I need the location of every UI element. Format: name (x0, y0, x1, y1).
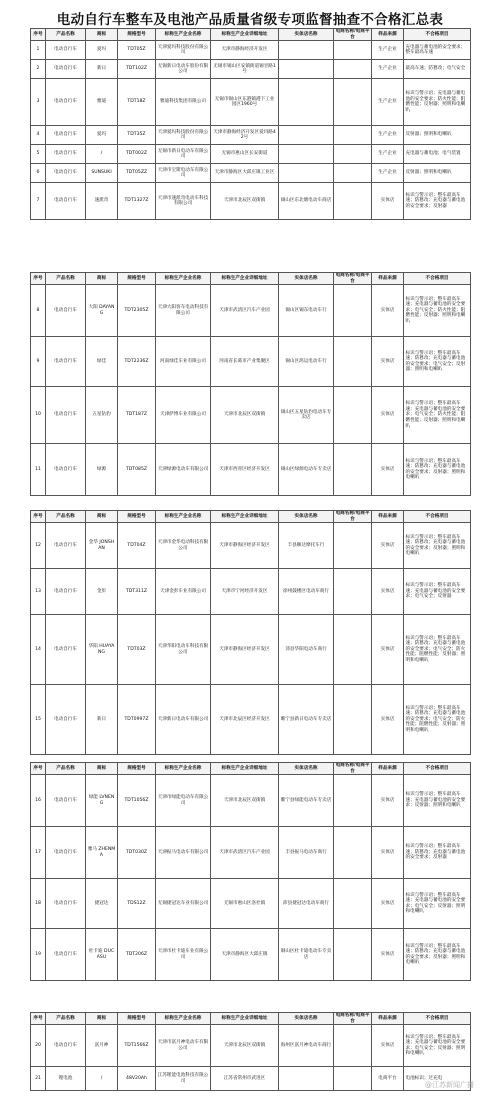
table-cell: 实体店 (372, 569, 404, 615)
table-cell: 雅迪 (86, 79, 118, 126)
column-header: 样品来源 (372, 29, 404, 41)
table-cell: 实体店 (372, 444, 404, 496)
table-cell: 电动自行车 (46, 285, 86, 337)
column-header: 电商名称/电商平台 (334, 763, 372, 775)
table-cell: / (86, 145, 118, 164)
table-cell: TDT206Z (118, 929, 156, 981)
table-cell (334, 126, 372, 145)
column-header: 标称生产企业名称 (156, 763, 211, 775)
table-cell: 12 (31, 523, 46, 569)
table-cell: 7 (31, 183, 46, 220)
table-cell: 锡山区五星钻豹电动车专卖店 (279, 387, 334, 444)
column-header: 商标 (86, 1013, 118, 1025)
table-cell: SUNSUKI (86, 164, 118, 183)
table-cell: 华阳 HUAYANG (86, 615, 118, 685)
table-cell: 48V20Ah (118, 1067, 156, 1091)
column-header: 序号 (31, 1013, 46, 1025)
table-cell: 天津市金华电动科技有限公司 (156, 523, 211, 569)
column-header: 样品来源 (372, 763, 404, 775)
table-cell: 电动自行车 (46, 387, 86, 444)
table-cell: 9 (31, 337, 46, 387)
column-header: 标称生产企业详细地址 (211, 1013, 279, 1025)
table-cell: TDT05Z (118, 41, 156, 60)
table-header-row (31, 1013, 471, 1025)
table-cell: 五星钻豹 (86, 387, 118, 444)
table-cell: 天津市北辰区双街镇 (211, 387, 279, 444)
table-row (31, 60, 471, 79)
column-header: 实体店名称 (279, 511, 334, 523)
inspection-table-3 (30, 510, 471, 755)
table-cell: 绿能 LVNENG (86, 775, 118, 827)
column-header: 实体店名称 (279, 763, 334, 775)
table-cell: 天津市西青区经济开发区 (211, 444, 279, 496)
table-cell: 4 (31, 126, 46, 145)
table-cell (279, 145, 334, 164)
table-cell: 锡山区东北塘电动车商店 (279, 183, 334, 220)
table-cell: 天津市静海区大邱庄镇 (211, 929, 279, 981)
table-cell (334, 827, 372, 879)
table-row (31, 285, 471, 337)
table-cell: 标识与警示语；整车最高车速；充电器与蓄电池的安全要求；电气安全；反射器 (404, 569, 471, 615)
table-cell: 丰县振马电动车商行 (279, 827, 334, 879)
column-header: 序号 (31, 29, 46, 41)
table-cell (334, 523, 372, 569)
table-cell: 标识与警示语；整车最高车速；防篡改；充电器与蓄电池的安全要求；反射器 (404, 183, 471, 220)
table-cell: 速派奇 (86, 183, 118, 220)
table-cell: 实体店 (372, 337, 404, 387)
table-cell: 标识与警示语；整车最高车速；防篡改；充电器与蓄电池的安全要求；电气安全；反射器；照明和电喇叭 (404, 337, 471, 387)
column-header: 标称生产企业详细地址 (211, 763, 279, 775)
table-cell: 河南绿佳车业有限公司 (156, 337, 211, 387)
table-cell: 天津市静海经济开发区爱玛路42号 (211, 126, 279, 145)
table-cell: 天津爱玛科技股份有限公司 (156, 41, 211, 60)
column-header: 序号 (31, 273, 46, 285)
table-cell: 标识与警示语；整车最高车速；充电器与蓄电池的安全要求；反射器；照明和电喇叭 (404, 775, 471, 827)
table-cell: TDT1056Z (118, 775, 156, 827)
table-cell: 雅迪科技集团有限公司 (156, 79, 211, 126)
table-cell: 金华 JONSHAN (86, 523, 118, 569)
table-cell: 实体店 (372, 523, 404, 569)
table-header-row (31, 763, 471, 775)
table-cell: 标识与警示语；整车最高车速；防篡改；充电器与蓄电池的安全要求；电气安全；防火性能；阻燃性能；反射器；照明和电喇叭 (404, 615, 471, 685)
table-cell: TDT002Z (118, 145, 156, 164)
table-cell: 5 (31, 145, 46, 164)
table-cell: 充电器与蓄电池的安全要求；整车最高车速 (404, 41, 471, 60)
table-cell (334, 337, 372, 387)
column-header: 规格型号 (118, 1013, 156, 1025)
table-cell: 3 (31, 79, 46, 126)
table-cell: TDT04Z (118, 523, 156, 569)
table-row (31, 145, 471, 164)
table-cell: 天津市杜卡迪车业有限公司 (156, 929, 211, 981)
table-cell: 生产企业 (372, 126, 404, 145)
inspection-table-5 (30, 1012, 471, 1091)
column-header: 标称生产企业详细地址 (211, 273, 279, 285)
table-cell: 天津绿源电动车有限公司 (156, 444, 211, 496)
table-row (31, 387, 471, 444)
table-cell: TDT1327Z (118, 183, 156, 220)
table-cell: 标识与警示语；整车最高车速；防篡改；充电器与蓄电池的安全要求；电气安全；防火性能；阻燃性能；反射器；照明和电喇叭 (404, 685, 471, 755)
table-row (31, 929, 471, 981)
table-cell: 8 (31, 285, 46, 337)
column-header: 电商名称/电商平台 (334, 511, 372, 523)
table-cell: 13 (31, 569, 46, 615)
table-cell: TDT0997Z (118, 685, 156, 755)
column-header: 标称生产企业名称 (156, 1013, 211, 1025)
table-cell: 天津市北辰区双街镇 (211, 183, 279, 220)
table-cell: / (86, 1067, 118, 1091)
table-cell: 天津市宝斯电动车有限公司 (156, 164, 211, 183)
table-cell: 标识与警示语；整车最高车速；充电器与蓄电池的安全要求；电气安全；反射器；照明和电喇叭 (404, 879, 471, 929)
table-cell (334, 615, 372, 685)
table-cell: 无锡市锡山区东港镇港下工业园区1960号 (211, 79, 279, 126)
table-cell: 实体店 (372, 615, 404, 685)
table-cell: 天津市静海区经济开发区 (211, 523, 279, 569)
table-cell: 金彭 (86, 569, 118, 615)
page-title: 电动自行车整车及电池产品质量省级专项监督抽查不合格汇总表 (56, 12, 444, 28)
table-cell: 电动自行车 (46, 879, 86, 929)
table-row (31, 1067, 471, 1091)
table-cell: 电动自行车 (46, 164, 86, 183)
table-cell: 1 (31, 41, 46, 60)
column-header: 标称生产企业名称 (156, 511, 211, 523)
column-header: 商标 (86, 511, 118, 523)
table-cell (279, 60, 334, 79)
watermark-label: @江苏新闻广播 (425, 1081, 474, 1089)
table-cell: 标识与警示语；充电器与蓄电池的安全要求；防火性能；阻燃性能；反射器；照明和电喇叭 (404, 79, 471, 126)
inspection-table-2 (30, 272, 471, 496)
table-cell: 天津市静海区经济开发区 (211, 615, 279, 685)
table-cell: 天津新日电动车有限公司 (156, 685, 211, 755)
column-header: 不合格项目 (404, 29, 471, 41)
table-cell: 电动自行车 (46, 145, 86, 164)
table-cell: 2 (31, 60, 46, 79)
column-header: 产品名称 (46, 511, 86, 523)
column-header: 实体店名称 (279, 29, 334, 41)
table-cell: 18 (31, 879, 46, 929)
table-cell (334, 444, 372, 496)
table-cell: 江苏省常州市武进区 (211, 1067, 279, 1091)
column-header: 商标 (86, 29, 118, 41)
inspection-table-1 (30, 28, 471, 220)
table-cell: 绿源 (86, 444, 118, 496)
column-header: 产品名称 (46, 273, 86, 285)
table-cell: 天津市静海区大邱庄镇工业区 (211, 164, 279, 183)
table-cell: 实体店 (372, 387, 404, 444)
table-cell: 实体店 (372, 285, 404, 337)
table-cell (334, 879, 372, 929)
table-cell: 标识与警示语；整车最高车速；防篡改；充电器与蓄电池的安全要求；反射器；照明和电喇叭 (404, 444, 471, 496)
table-cell: TDT187Z (118, 387, 156, 444)
table-cell (334, 79, 372, 126)
column-header: 不合格项目 (404, 511, 471, 523)
table-cell: 天津市北辰区经济开发区 (211, 685, 279, 755)
table-cell: 6 (31, 164, 46, 183)
column-header: 实体店名称 (279, 1013, 334, 1025)
table-cell (334, 929, 372, 981)
table-cell: 实体店 (372, 685, 404, 755)
table-cell (334, 60, 372, 79)
table-cell: 天津市北辰区双街镇 (211, 1025, 279, 1067)
table-row (31, 126, 471, 145)
table-cell (334, 164, 372, 183)
table-cell: TDT2236Z (118, 337, 156, 387)
table-cell: TDT1566Z (118, 1025, 156, 1067)
column-header: 样品来源 (372, 511, 404, 523)
table-cell (334, 387, 372, 444)
table-header-row (31, 273, 471, 285)
table-cell (279, 79, 334, 126)
column-header: 商标 (86, 763, 118, 775)
table-cell: 天津市武清区汽车产业园 (211, 285, 279, 337)
table-cell: 最高车速；防篡改；电气安全 (404, 60, 471, 79)
column-header: 规格型号 (118, 273, 156, 285)
table-cell: 杜卡迪 DUCASU (86, 929, 118, 981)
column-header: 实体店名称 (279, 273, 334, 285)
column-header: 产品名称 (46, 763, 86, 775)
table-cell (279, 1067, 334, 1091)
table-cell: 标识与警示语；整车最高车速；充电器与蓄电池的安全要求；电气安全；防火性能；阻燃性能；反射器；照明和电喇叭 (404, 285, 471, 337)
table-cell (279, 41, 334, 60)
table-cell: 新日 (86, 685, 118, 755)
table-cell: 实体店 (372, 827, 404, 879)
table-cell: 无锡市惠山区洛社镇 (211, 879, 279, 929)
table-cell: 天津爱玛科技股份有限公司 (156, 126, 211, 145)
table-cell: 丰县顺达摩托车行 (279, 523, 334, 569)
table-cell: 睢宁县绿能电动车专卖店 (279, 775, 334, 827)
table-cell: 实体店 (372, 879, 404, 929)
table-cell: 电动自行车 (46, 827, 86, 879)
table-row (31, 615, 471, 685)
table-cell: 徐州鼓楼区电动车商行 (279, 569, 334, 615)
table-cell: 反射器；照明和电喇叭 (404, 126, 471, 145)
table-cell: 实体店 (372, 929, 404, 981)
table-cell: 电动自行车 (46, 41, 86, 60)
table-cell: 11 (31, 444, 46, 496)
column-header: 序号 (31, 763, 46, 775)
table-header-row (31, 511, 471, 523)
column-header: 不合格项目 (404, 273, 471, 285)
table-cell: TDT030Z (118, 827, 156, 879)
column-header: 不合格项目 (404, 1013, 471, 1025)
table-cell: 10 (31, 387, 46, 444)
table-cell: 富月神 (86, 1025, 118, 1067)
column-header: 产品名称 (46, 29, 86, 41)
table-cell: 江苏锂能电池科技有限公司 (156, 1067, 211, 1091)
table-cell: 生产企业 (372, 41, 404, 60)
table-cell: 天津市富月神电动车有限公司 (156, 1025, 211, 1067)
table-cell: 大阳 DAYANG (86, 285, 118, 337)
table-cell: 电动自行车 (46, 444, 86, 496)
table-cell: 捷冠达 (86, 879, 118, 929)
column-header: 电商名称/电商平台 (334, 1013, 372, 1025)
table-cell: 睢宁县新日电动车专卖店 (279, 685, 334, 755)
table-cell: 天津市速派奇电动车科技有限公司 (156, 183, 211, 220)
table-cell: 锡山区鸿运电动车行 (279, 337, 334, 387)
table-cell (279, 126, 334, 145)
table-cell: 21 (31, 1067, 46, 1091)
table-cell: 电动自行车 (46, 337, 86, 387)
table-cell: 天津振马电动车有限公司 (156, 827, 211, 879)
table-cell: 电动自行车 (46, 615, 86, 685)
table-cell: TDT18Z (118, 79, 156, 126)
table-cell (279, 164, 334, 183)
table-cell: 无锡市锡山区安镇街道锡甘路1号 (211, 60, 279, 79)
table-cell: 绿佳 (86, 337, 118, 387)
table-cell (334, 775, 372, 827)
table-cell: 天津大阳客车电动科技有限公司 (156, 285, 211, 337)
table-row (31, 775, 471, 827)
table-cell: 天津华阳电动车科技有限公司 (156, 615, 211, 685)
table-cell: 爱玛 (86, 41, 118, 60)
table-cell: 天津市静海经济开发区 (211, 41, 279, 60)
table-cell: 电动自行车 (46, 60, 86, 79)
table-cell: 电动自行车 (46, 126, 86, 145)
table-cell: 天津金彭车业有限公司 (156, 569, 211, 615)
column-header: 电商名称/电商平台 (334, 273, 372, 285)
table-cell: 沛县捷冠达电动车商行 (279, 879, 334, 929)
table-cell: 标识与警示语；整车最高车速；充电器与蓄电池的安全要求；电气安全；防火性能；阻燃性能；反射器；照明和电喇叭 (404, 387, 471, 444)
table-cell: 无锡新日电动车股份有限公司 (156, 60, 211, 79)
table-cell: 19 (31, 929, 46, 981)
table-cell: 电商平台 (372, 1067, 404, 1091)
table-cell: 天津市宁河经济开发区 (211, 569, 279, 615)
table-cell: 天津市绿能电动车有限公司 (156, 775, 211, 827)
table-cell: 锡山区绿源电动车专卖店 (279, 444, 334, 496)
table-cell: 标识与警示语；整车最高车速；防篡改；充电器与蓄电池的安全要求；反射器；照明和电喇叭 (404, 929, 471, 981)
table-cell: TDT03Z (118, 615, 156, 685)
table-cell: 雅马 ZHENMA (86, 827, 118, 879)
table-cell: 15 (31, 685, 46, 755)
table-cell: 爱玛 (86, 126, 118, 145)
table-row (31, 1025, 471, 1067)
table-cell: 生产企业 (372, 79, 404, 126)
table-cell: 锡山区锡东电动车行 (279, 285, 334, 337)
table-cell: 充电器与蓄电池；电气装置 (404, 145, 471, 164)
table-cell: 17 (31, 827, 46, 879)
table-cell: 锂电池 (46, 1067, 86, 1091)
table-cell: 16 (31, 775, 46, 827)
table-cell (334, 285, 372, 337)
table-cell: 电动自行车 (46, 685, 86, 755)
table-cell: TDS12Z (118, 879, 156, 929)
table-cell: 标识与警示语；整车最高车速；防篡改；充电器与蓄电池的安全要求；反射器；照明和电喇叭 (404, 523, 471, 569)
column-header: 标称生产企业详细地址 (211, 511, 279, 523)
table-cell: 海州区富月神电动车商行 (279, 1025, 334, 1067)
table-cell: 反射器；照明和电喇叭 (404, 164, 471, 183)
table-cell: 电动自行车 (46, 79, 86, 126)
column-header: 规格型号 (118, 29, 156, 41)
column-header: 产品名称 (46, 1013, 86, 1025)
table-cell: 标识与警示语；整车最高车速；防篡改；充电器与蓄电池的安全要求；反射器 (404, 827, 471, 879)
column-header: 样品来源 (372, 273, 404, 285)
table-cell (334, 41, 372, 60)
table-cell: 生产企业 (372, 145, 404, 164)
table-cell: 生产企业 (372, 60, 404, 79)
table-cell: 电动自行车 (46, 1025, 86, 1067)
inspection-table-4 (30, 762, 471, 981)
table-cell: TDT05ZZ (118, 164, 156, 183)
table-cell: 电动自行车 (46, 929, 86, 981)
table-cell: 14 (31, 615, 46, 685)
table-cell: 生产企业 (372, 164, 404, 183)
table-cell: 天津市北辰区双街镇 (211, 775, 279, 827)
table-row (31, 569, 471, 615)
column-header: 规格型号 (118, 511, 156, 523)
table-cell: 电动自行车 (46, 523, 86, 569)
table-cell: 20 (31, 1025, 46, 1067)
table-cell (334, 183, 372, 220)
column-header: 商标 (86, 273, 118, 285)
table-cell: 新日 (86, 60, 118, 79)
table-cell: 实体店 (372, 1025, 404, 1067)
table-cell: TDT085Z (118, 444, 156, 496)
table-cell (334, 685, 372, 755)
table-cell: 电动自行车 (46, 775, 86, 827)
table-row (31, 183, 471, 220)
table-cell: TDT102Z (118, 60, 156, 79)
table-row (31, 879, 471, 929)
table-cell: 无锡市惠山区长安街道 (211, 145, 279, 164)
table-cell: 电动自行车 (46, 569, 86, 615)
table-cell: 电池标识；过充电 (404, 1067, 471, 1091)
table-cell: 天津市武清区汽车产业园 (211, 827, 279, 879)
table-row (31, 164, 471, 183)
column-header: 标称生产企业名称 (156, 29, 211, 41)
table-cell: 沛县华阳电动车商行 (279, 615, 334, 685)
column-header: 电商名称/电商平台 (334, 29, 372, 41)
table-cell: 天津萨博车业有限公司 (156, 387, 211, 444)
table-cell: 电动自行车 (46, 183, 86, 220)
table-cell (334, 145, 372, 164)
table-header-row (31, 29, 471, 41)
table-row (31, 685, 471, 755)
table-row (31, 827, 471, 879)
table-cell: 铜山区杜卡迪电动车专卖店 (279, 929, 334, 981)
table-cell: 实体店 (372, 775, 404, 827)
table-cell: TDT311Z (118, 569, 156, 615)
column-header: 规格型号 (118, 763, 156, 775)
column-header: 不合格项目 (404, 763, 471, 775)
table-cell (334, 1067, 372, 1091)
table-cell: 河南省长葛市产业集聚区 (211, 337, 279, 387)
column-header: 序号 (31, 511, 46, 523)
column-header: 标称生产企业名称 (156, 273, 211, 285)
table-cell: 标识与警示语；整车最高车速；充电器与蓄电池的安全要求；电气安全；反射器；照明和电喇叭 (404, 1025, 471, 1067)
table-cell (334, 569, 372, 615)
table-cell: TDT2305Z (118, 285, 156, 337)
column-header: 样品来源 (372, 1013, 404, 1025)
table-row (31, 337, 471, 387)
table-cell (334, 1025, 372, 1067)
table-row (31, 444, 471, 496)
table-row (31, 79, 471, 126)
table-cell: TDT35Z (118, 126, 156, 145)
table-row (31, 523, 471, 569)
column-header: 标称生产企业详细地址 (211, 29, 279, 41)
table-cell: 无锡市新日电动车有限公司 (156, 145, 211, 164)
table-row (31, 41, 471, 60)
table-cell: 实体店 (372, 183, 404, 220)
table-cell: 无锡捷冠达车业有限公司 (156, 879, 211, 929)
